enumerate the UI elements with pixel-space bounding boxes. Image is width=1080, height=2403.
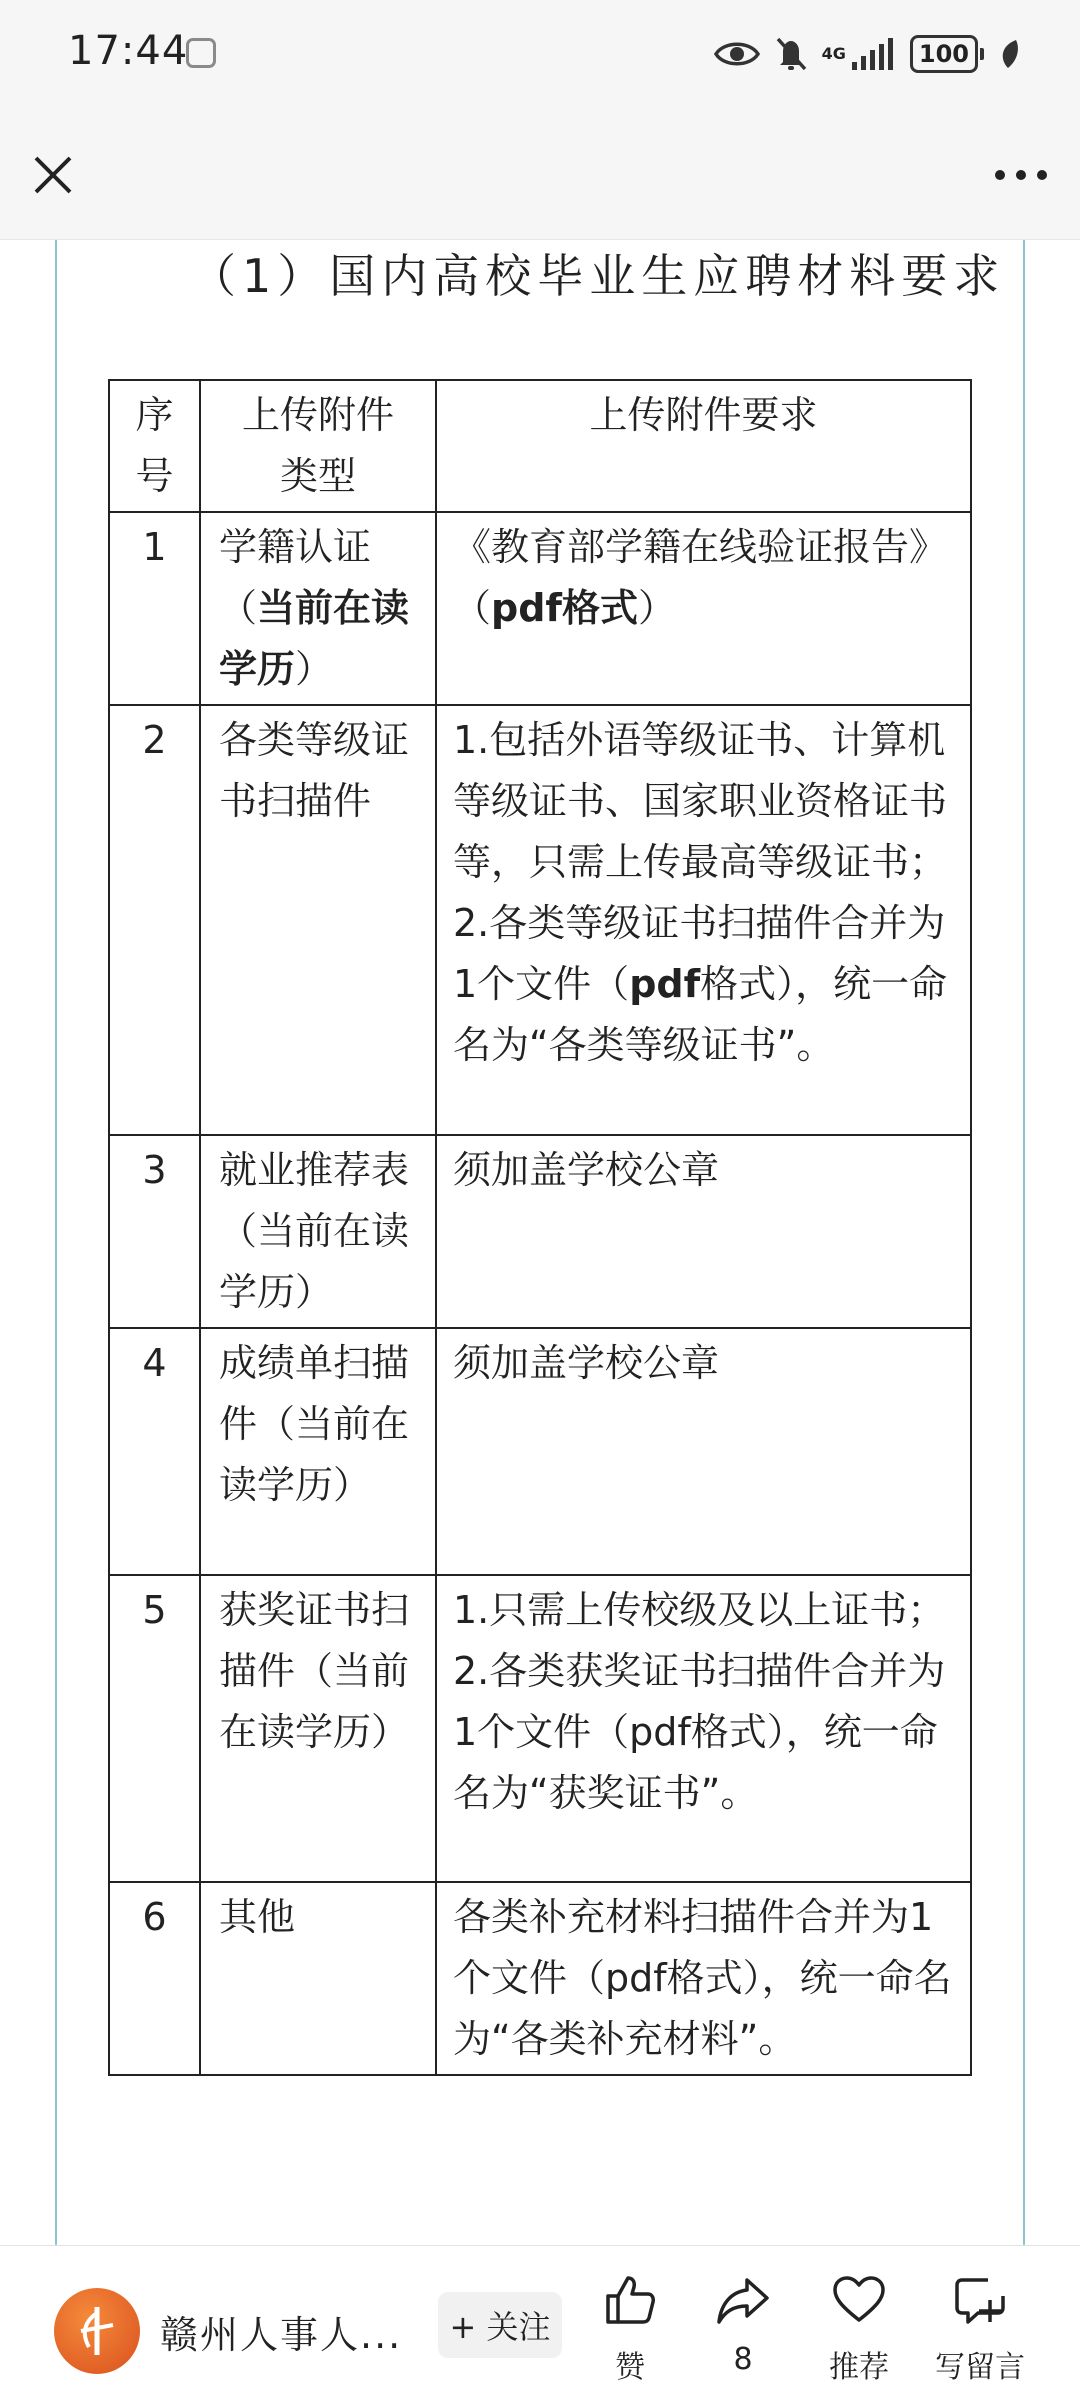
status-icons bbox=[714, 32, 1020, 76]
more-icon bbox=[986, 146, 1056, 204]
signal-icon bbox=[852, 38, 896, 70]
row-number: 1 bbox=[109, 512, 200, 705]
requirements-table bbox=[108, 379, 972, 2076]
comment-label: 写留言 bbox=[935, 2350, 1025, 2385]
like-button[interactable] bbox=[575, 2272, 685, 2386]
bottom-bar bbox=[0, 2245, 1080, 2403]
header-attachment-requirement: 上传附件要求 bbox=[436, 380, 971, 512]
network-type: 4G bbox=[821, 44, 846, 63]
section-heading: （1）国内高校毕业生应聘材料要求 bbox=[190, 249, 1006, 303]
logo-icon bbox=[67, 2301, 127, 2361]
status-time: 17:44 bbox=[68, 28, 189, 74]
table-row bbox=[109, 1575, 971, 1882]
recommend-label: 推荐 bbox=[829, 2350, 889, 2385]
table-row bbox=[109, 512, 971, 705]
share-count: 8 bbox=[733, 2342, 753, 2377]
table-row bbox=[109, 1882, 971, 2075]
comment-button[interactable] bbox=[920, 2272, 1040, 2386]
account-avatar[interactable] bbox=[54, 2288, 140, 2374]
row-requirement: 1.只需上传校级及以上证书； 2.各类获奖证书扫描件合并为1个文件（pdf格式），统一命名为“获奖证书”。 bbox=[436, 1575, 971, 1882]
table-row bbox=[109, 1135, 971, 1328]
row-type: 成绩单扫描件（当前在读学历） bbox=[200, 1328, 436, 1575]
recommend-button[interactable] bbox=[804, 2272, 914, 2386]
header-attachment-type: 上传附件 类型 bbox=[200, 380, 436, 512]
close-button[interactable] bbox=[24, 146, 82, 204]
row-number: 3 bbox=[109, 1135, 200, 1328]
row-type: 就业推荐表（当前在读学历） bbox=[200, 1135, 436, 1328]
row-requirement: 《教育部学籍在线验证报告》（pdf格式） bbox=[436, 512, 971, 705]
like-label: 赞 bbox=[615, 2350, 645, 2385]
heart-icon bbox=[831, 2272, 887, 2328]
table-row bbox=[109, 705, 971, 1135]
leaf-icon bbox=[998, 38, 1020, 70]
row-requirement: 1.包括外语等级证书、计算机等级证书、国家职业资格证书等，只需上传最高等级证书； 2.各类等级证书扫描件合并为1个文件（pdf格式），统一命名为“各类等级证书”。 bbox=[436, 705, 971, 1135]
share-icon bbox=[715, 2272, 771, 2328]
thumbs-up-icon bbox=[602, 2272, 658, 2328]
row-number: 6 bbox=[109, 1882, 200, 2075]
table-row bbox=[109, 1328, 971, 1575]
follow-button[interactable]: + 关注 bbox=[438, 2292, 562, 2358]
row-requirement: 须加盖学校公章 bbox=[436, 1328, 971, 1575]
battery-icon bbox=[910, 35, 984, 73]
account-name[interactable]: 赣州人事人... bbox=[160, 2313, 403, 2357]
row-type: 各类等级证书扫描件 bbox=[200, 705, 436, 1135]
row-requirement: 须加盖学校公章 bbox=[436, 1135, 971, 1328]
row-number: 4 bbox=[109, 1328, 200, 1575]
mute-icon bbox=[774, 36, 808, 72]
status-bar bbox=[0, 0, 1080, 110]
row-number: 2 bbox=[109, 705, 200, 1135]
close-icon bbox=[24, 146, 82, 204]
row-type: 学籍认证 （当前在读学历） bbox=[200, 512, 436, 705]
nav-bar bbox=[0, 110, 1080, 240]
share-button[interactable] bbox=[688, 2272, 798, 2377]
comment-add-icon bbox=[952, 2272, 1008, 2328]
eye-icon bbox=[714, 39, 760, 69]
row-type: 获奖证书扫描件（当前在读学历） bbox=[200, 1575, 436, 1882]
notification-icon bbox=[186, 38, 216, 68]
row-number: 5 bbox=[109, 1575, 200, 1882]
row-type: 其他 bbox=[200, 1882, 436, 2075]
battery-level: 100 bbox=[910, 35, 978, 73]
more-button[interactable] bbox=[986, 146, 1056, 204]
header-number: 序 号 bbox=[109, 380, 200, 512]
table-header-row bbox=[109, 380, 971, 512]
row-requirement: 各类补充材料扫描件合并为1个文件（pdf格式），统一命名为“各类补充材料”。 bbox=[436, 1882, 971, 2075]
